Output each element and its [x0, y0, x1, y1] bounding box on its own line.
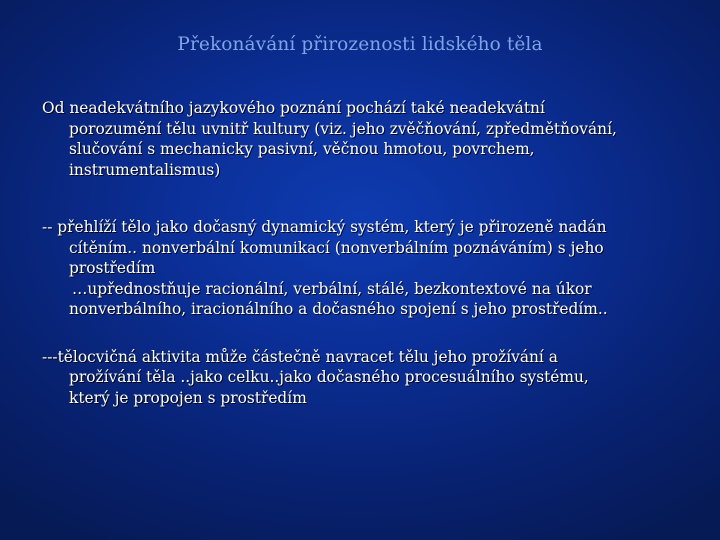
paragraph-1-line-1: Od neadekvátního jazykového poznání pochází také neadekvátní — [42, 99, 545, 117]
paragraph-3-line-2: prožívání těla ..jako celku..jako dočasného procesuálního systému, — [69, 368, 589, 386]
slide-title: Překonávání přirozenosti lidského těla — [177, 34, 543, 55]
slide-body — [42, 98, 692, 408]
paragraph-1-line-4: instrumentalismus) — [69, 160, 221, 179]
paragraph-2 — [42, 217, 692, 320]
paragraph-2-line-1: -- přehlíží tělo jako dočasný dynamický systém, který je přirozeně nadán — [42, 218, 607, 236]
paragraph-3-line-1: ---tělocvičná aktivita může částečně navracet tělu jeho prožívání a — [42, 347, 558, 366]
paragraph-3-line-3: který je propojen s prostředím — [69, 388, 307, 407]
paragraph-3 — [42, 347, 692, 409]
paragraph-2-line-5: nonverbálního, iracionálního a dočasného spojení s jeho prostředím.. — [69, 300, 608, 318]
paragraph-1-line-2: porozumění tělu uvnitř kultury (viz. jeho zvěčňování, zpředmětňování, — [69, 119, 617, 138]
paragraph-2-line-4: …upřednostňuje racionální, verbální, stálé, bezkontextové na úkor — [72, 279, 592, 298]
paragraph-1-line-3: slučování s mechanicky pasivní, věčnou hmotou, povrchem, — [69, 140, 535, 158]
paragraph-2-line-3: prostředím — [69, 259, 156, 277]
paragraph-2-line-2: cítěním.. nonverbální komunikací (nonverbálním poznáváním) s jeho — [69, 238, 604, 257]
paragraph-1 — [42, 98, 692, 180]
